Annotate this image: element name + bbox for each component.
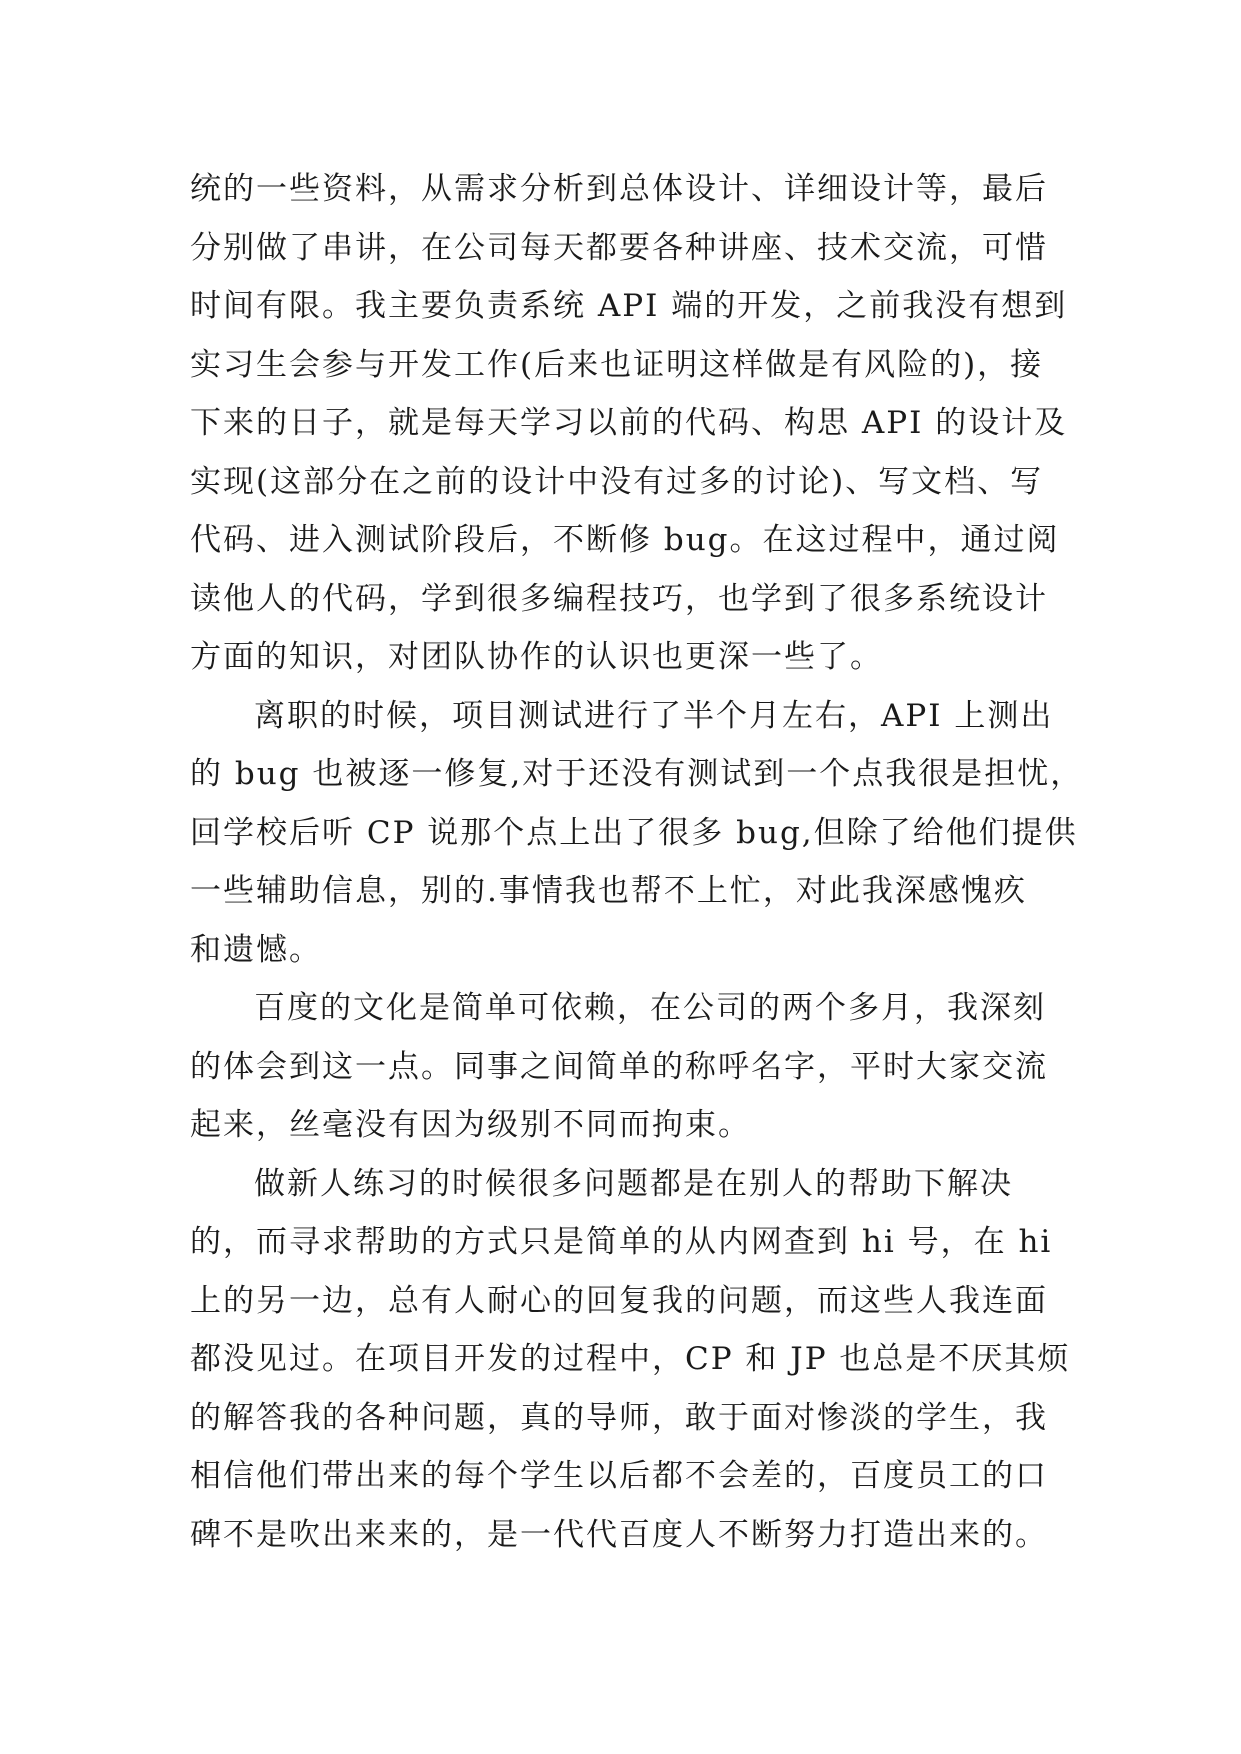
text-line: 实现(这部分在之前的设计中没有过多的讨论)、写文档、写: [190, 463, 1044, 500]
text-line: 下来的日子，就是每天学习以前的代码、构思 API 的设计及: [190, 405, 1068, 441]
paragraph-first-line: 百度的文化是简单可依赖，在公司的两个多月，我深刻: [254, 990, 1046, 1026]
text-line: 统的一些资料，从需求分析到总体设计、详细设计等，最后: [190, 171, 1048, 207]
text-line: 起来，丝毫没有因为级别不同而拘束。: [190, 1107, 751, 1143]
text-line: 都没见过。在项目开发的过程中，CP 和 JP 也总是不厌其烦: [190, 1341, 1071, 1377]
paragraph-first-line: 离职的时候，项目测试进行了半个月左右，API 上测出: [254, 697, 1054, 734]
text-line: 代码、进入测试阶段后，不断修 bug。在这过程中，通过阅: [190, 522, 1060, 558]
text-line: 方面的知识，对团队协作的认识也更深一些了。: [190, 639, 883, 675]
text-line: 的体会到这一点。同事之间简单的称呼名字，平时大家交流: [190, 1048, 1048, 1085]
text-line: 读他人的代码，学到很多编程技巧，也学到了很多系统设计: [190, 580, 1048, 617]
text-line: 实习生会参与开发工作(后来也证明这样做是有风险的)，接: [190, 346, 1044, 383]
text-line: 的，而寻求帮助的方式只是简单的从内网查到 hi 号，在 hi: [190, 1224, 1053, 1260]
text-line: 的 bug 也被逐一修复,对于还没有测试到一个点我很是担忧，: [190, 756, 1084, 792]
document-body: [190, 160, 1084, 1564]
text-line: 碑不是吹出来来的，是一代代百度人不断努力打造出来的。: [190, 1516, 1048, 1553]
text-line: 一些辅助信息，别的.事情我也帮不上忙，对此我深感愧疚: [190, 873, 1027, 909]
text-line: 时间有限。我主要负责系统 API 端的开发，之前我没有想到: [190, 288, 1068, 324]
text-line: 上的另一边，总有人耐心的回复我的问题，而这些人我连面: [190, 1282, 1048, 1319]
text-line: 相信他们带出来的每个学生以后都不会差的，百度员工的口: [190, 1458, 1048, 1494]
text-line: 的解答我的各种问题，真的导师，敢于面对惨淡的学生，我: [190, 1399, 1048, 1436]
paragraph-first-line: 做新人练习的时候很多问题都是在别人的帮助下解决: [254, 1165, 1013, 1202]
text-line: 分别做了串讲，在公司每天都要各种讲座、技术交流，可惜: [190, 229, 1048, 266]
text-line: 和遗憾。: [190, 931, 322, 968]
text-line: 回学校后听 CP 说那个点上出了很多 bug,但除了给他们提供: [190, 814, 1078, 851]
